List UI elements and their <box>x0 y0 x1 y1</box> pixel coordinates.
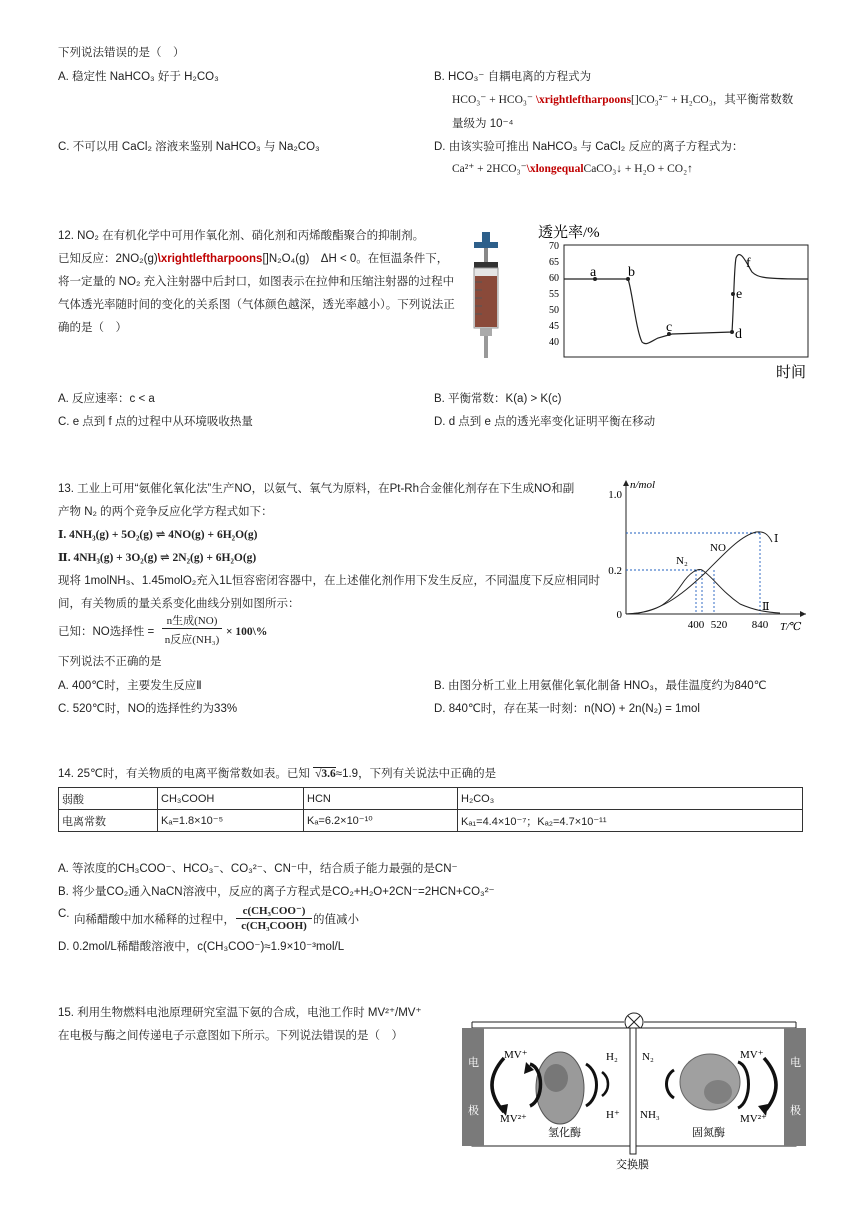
diagram-h2: H₂ <box>606 1051 618 1063</box>
q13-eq1: Ⅰ. 4NH₃(g) + 5O₂(g) ⇌ 4NO(g) + 6H₂O(g) <box>58 529 258 541</box>
fuel-cell-diagram <box>460 1006 812 1172</box>
q11-option-b-line1: B. HCO₃⁻ 自耦电离的方程式为 <box>434 71 592 83</box>
graph12-ytick-70: 70 <box>549 241 559 252</box>
transmittance-graph <box>532 220 812 382</box>
graph13-label-no: NO <box>710 542 726 554</box>
q12-option-b: B. 平衡常数：K(a) > K(c) <box>434 393 562 405</box>
q12-line2 <box>58 252 448 267</box>
graph12-curve <box>564 255 808 344</box>
q11-option-a: A. 稳定性 NaHCO₃ 好于 H₂CO₃ <box>58 71 219 83</box>
q13-known-label: 已知：NO选择性 = <box>58 626 155 638</box>
table-cell: Kₐ₁=4.4×10⁻⁷；Kₐ₂=4.7×10⁻¹¹ <box>458 810 803 832</box>
diagram-membrane-label: 交换膜 <box>616 1159 649 1171</box>
q14-option-c-label: C. <box>58 908 70 920</box>
left-electrode-char2: 极 <box>468 1105 479 1117</box>
right-electrode-char2: 极 <box>790 1105 801 1117</box>
table-cell: 电离常数 <box>59 810 158 832</box>
q13-option-d: D. 840℃时，存在某一时刻：n(NO) + 2n(N₂) = 1mol <box>434 703 700 715</box>
graph13-label-ii: Ⅱ <box>762 601 770 613</box>
graph13-xtick-400: 400 <box>687 619 705 631</box>
ionization-constant-table <box>58 787 803 832</box>
q12-option-a: A. 反应速率：c < a <box>58 393 155 405</box>
q14-option-c-text: 向稀醋酸中加水稀释的过程中， <box>74 914 235 926</box>
diagram-hplus: H⁺ <box>606 1109 620 1121</box>
q12-eq-post: []N₂O₄(g) ΔH < 0。在恒温条件下， <box>262 253 449 265</box>
graph12-point-d <box>730 330 734 334</box>
graph12-ytick-55: 55 <box>549 289 559 300</box>
q12-option-c: C. e 点到 f 点的过程中从环境吸收热量 <box>58 416 253 428</box>
graph13-xtick-520: 520 <box>710 619 728 631</box>
q12-line4: 气体透光率随时间的变化的关系图（气体颜色越深，透光率越小）。下列说法正 <box>58 299 455 311</box>
diagram-hydrogenase-label: 氢化酶 <box>548 1127 581 1139</box>
graph13-ylabel: n/mol <box>630 479 656 491</box>
diagram-mv-plus-left: MV⁺ <box>504 1049 528 1061</box>
graph13-xtick-840: 840 <box>751 619 769 631</box>
amount-temperature-graph <box>600 476 812 636</box>
graph12-ytick-60: 60 <box>549 273 559 284</box>
right-electrode <box>784 1028 806 1146</box>
q12-line5: 确的是（ ） <box>58 322 127 334</box>
q15-line2: 在电极与酶之间传递电子示意图如下所示。下列说法错误的是（ ） <box>58 1030 403 1042</box>
q11-b-eq-post: []CO₃²⁻ + H₂CO₃，其平衡常数数 <box>631 94 794 106</box>
graph13-ytick-0: 0 <box>616 609 622 621</box>
q12-line3: 将一定量的 NO₂ 充入注射器中后封口，如图表示在拉伸和压缩注射器的过程中 <box>58 276 455 288</box>
q14-sqrt: √3.6 <box>315 768 336 780</box>
diagram-mv2-right: MV²⁺ <box>740 1113 767 1125</box>
diagram-mv-plus-right: MV⁺ <box>740 1049 764 1061</box>
q12-line1: 12. NO₂ 在有机化学中可用作氧化剂、硝化剂和丙烯酸酯聚合的抑制剂。 <box>58 230 425 242</box>
q11-option-c: C. 不可以用 CaCl₂ 溶液来鉴别 NaHCO₃ 与 Na₂CO₃ <box>58 141 320 153</box>
graph12-label-a: a <box>590 265 597 280</box>
q11-option-d-line2 <box>452 162 693 177</box>
graph12-xlabel: 时间 <box>776 365 807 381</box>
q13-line1: 13. 工业上可用“氨催化氧化法”生产NO，以氨气、氧气为原料，在Pt-Rh合金催化剂存在下生成NO和副 <box>58 483 575 495</box>
graph12-ylabel: 透光率/% <box>538 225 600 241</box>
table-row <box>59 788 803 810</box>
q13-eq2: Ⅱ. 4NH₃(g) + 3O₂(g) ⇌ 2N₂(g) + 6H₂O(g) <box>58 552 257 564</box>
diagram-nitrogenase-label: 固氮酶 <box>692 1127 725 1139</box>
q11-b-eq-latex: \xrightleftharpoons <box>535 94 632 106</box>
exchange-membrane <box>630 1028 636 1154</box>
diagram-nh3: NH₃ <box>640 1109 660 1121</box>
left-electrode-char1: 电 <box>468 1057 479 1069</box>
graph12-label-f: f <box>746 256 751 271</box>
table-cell: Kₐ=6.2×10⁻¹⁰ <box>304 810 458 832</box>
q11-d-eq-latex: \xlongequal <box>526 163 584 175</box>
graph12-label-c: c <box>666 320 673 335</box>
graph12-label-b: b <box>628 265 635 280</box>
graph12-ytick-45: 45 <box>549 321 559 332</box>
q13-option-b: B. 由图分析工业上用氨催化氧化制备 HNO₃，最佳温度约为840℃ <box>434 680 767 692</box>
table-cell: H₂CO₃ <box>458 788 803 810</box>
table-cell: 弱酸 <box>59 788 158 810</box>
graph13-label-i: Ⅰ <box>774 533 779 545</box>
q14-sqrt-value: 3.6 <box>321 768 336 780</box>
graph13-curve-i <box>626 532 772 614</box>
q14-option-a: A. 等浓度的CH₃COO⁻、HCO₃⁻、CO₃²⁻、CN⁻中，结合质子能力最强的是CN⁻ <box>58 863 458 875</box>
table-row <box>59 810 803 832</box>
q13-option-a: A. 400℃时，主要发生反应Ⅱ <box>58 680 202 692</box>
q11-stem: 下列说法错误的是（ ） <box>58 47 185 59</box>
q15-line1: 15. 利用生物燃料电池原理研究室温下氨的合成，电池工作时 MV²⁺/MV⁺ <box>58 1007 422 1019</box>
diagram-mv2-left: MV²⁺ <box>500 1113 527 1125</box>
q13-line3: 现将 1molNH₃、1.45molO₂充入1L恒容密闭容器中，在上述催化剂作用下发生反应，不同温度下反应相同时 <box>58 575 601 587</box>
q12-eq-latex: \xrightleftharpoons <box>157 253 263 265</box>
graph12-label-d: d <box>735 327 742 342</box>
q11-b-eq-pre: HCO₃⁻ + HCO₃⁻ <box>452 94 536 106</box>
graph12-ytick-40: 40 <box>549 337 559 348</box>
graph12-ytick-50: 50 <box>549 305 559 316</box>
q13-line4: 间，有关物质的量关系变化曲线分别如图所示： <box>58 598 300 610</box>
left-electrode <box>462 1028 484 1146</box>
table-cell: HCN <box>304 788 458 810</box>
q11-d-eq-pre: Ca²⁺ + 2HCO₃⁻ <box>452 163 527 175</box>
diagram-n2: N₂ <box>642 1051 654 1063</box>
q11-option-d-line1: D. 由该实验可推出 NaHCO₃ 与 CaCl₂ 反应的离子方程式为： <box>434 141 744 153</box>
graph13-curve-ii <box>626 570 780 614</box>
q11-option-b-line3: 量级为 10⁻⁴ <box>452 118 514 130</box>
q11-option-b-line2 <box>452 93 793 108</box>
graph13-ytick-1: 1.0 <box>608 489 622 501</box>
q12-option-d: D. d 点到 e 点的透光率变化证明平衡在移动 <box>434 416 656 428</box>
syringe-illustration <box>468 232 504 362</box>
graph12-point-e <box>731 292 735 296</box>
graph12-ytick-65: 65 <box>549 257 559 268</box>
q14-c-denominator: c(CH₃COOH) <box>241 920 307 932</box>
q14-option-d: D. 0.2mol/L稀醋酸溶液中，c(CH₃COO⁻)≈1.9×10⁻³mol/L <box>58 941 345 953</box>
q14-line1-pre: 14. 25℃时，有关物质的电离平衡常数如表。已知 <box>58 768 310 780</box>
graph12-label-e: e <box>736 287 743 302</box>
graph13-ytick-0.2: 0.2 <box>608 565 622 577</box>
q11-d-eq-post: CaCO₃↓ + H₂O + CO₂↑ <box>583 163 693 175</box>
graph13-xlabel: T/℃ <box>780 621 802 633</box>
graph13-label-n2: N₂ <box>676 555 688 567</box>
q12-eq-pre: 已知反应：2NO₂(g) <box>58 253 158 265</box>
q13-stem: 下列说法不正确的是 <box>58 656 162 668</box>
q13-option-c: C. 520℃时，NO的选择性约为33% <box>58 703 238 715</box>
q14-c-numerator: c(CH₃COO⁻) <box>236 905 312 919</box>
q13-fraction-numerator: n生成(NO) <box>162 614 222 629</box>
q14-line1-post: ≈1.9，下列有关说法中正确的是 <box>335 768 497 780</box>
q13-fraction-denominator: n反应(NH₃) <box>164 634 220 646</box>
table-cell: CH₃COOH <box>158 788 304 810</box>
q14-option-b: B. 将少量CO₂通入NaCN溶液中，反应的离子方程式是CO₂+H₂O+2CN⁻=2HCN+CO₃²⁻ <box>58 886 495 898</box>
q13-line2: 产物 N₂ 的两个竞争反应化学方程式如下： <box>58 506 273 518</box>
right-electrode-char1: 电 <box>790 1057 801 1069</box>
q13-known-post: × 100\% <box>226 626 268 638</box>
table-cell: Kₐ=1.8×10⁻⁵ <box>158 810 304 832</box>
q14-line1 <box>58 767 496 782</box>
q14-option-c-post: 的值减小 <box>313 914 359 926</box>
